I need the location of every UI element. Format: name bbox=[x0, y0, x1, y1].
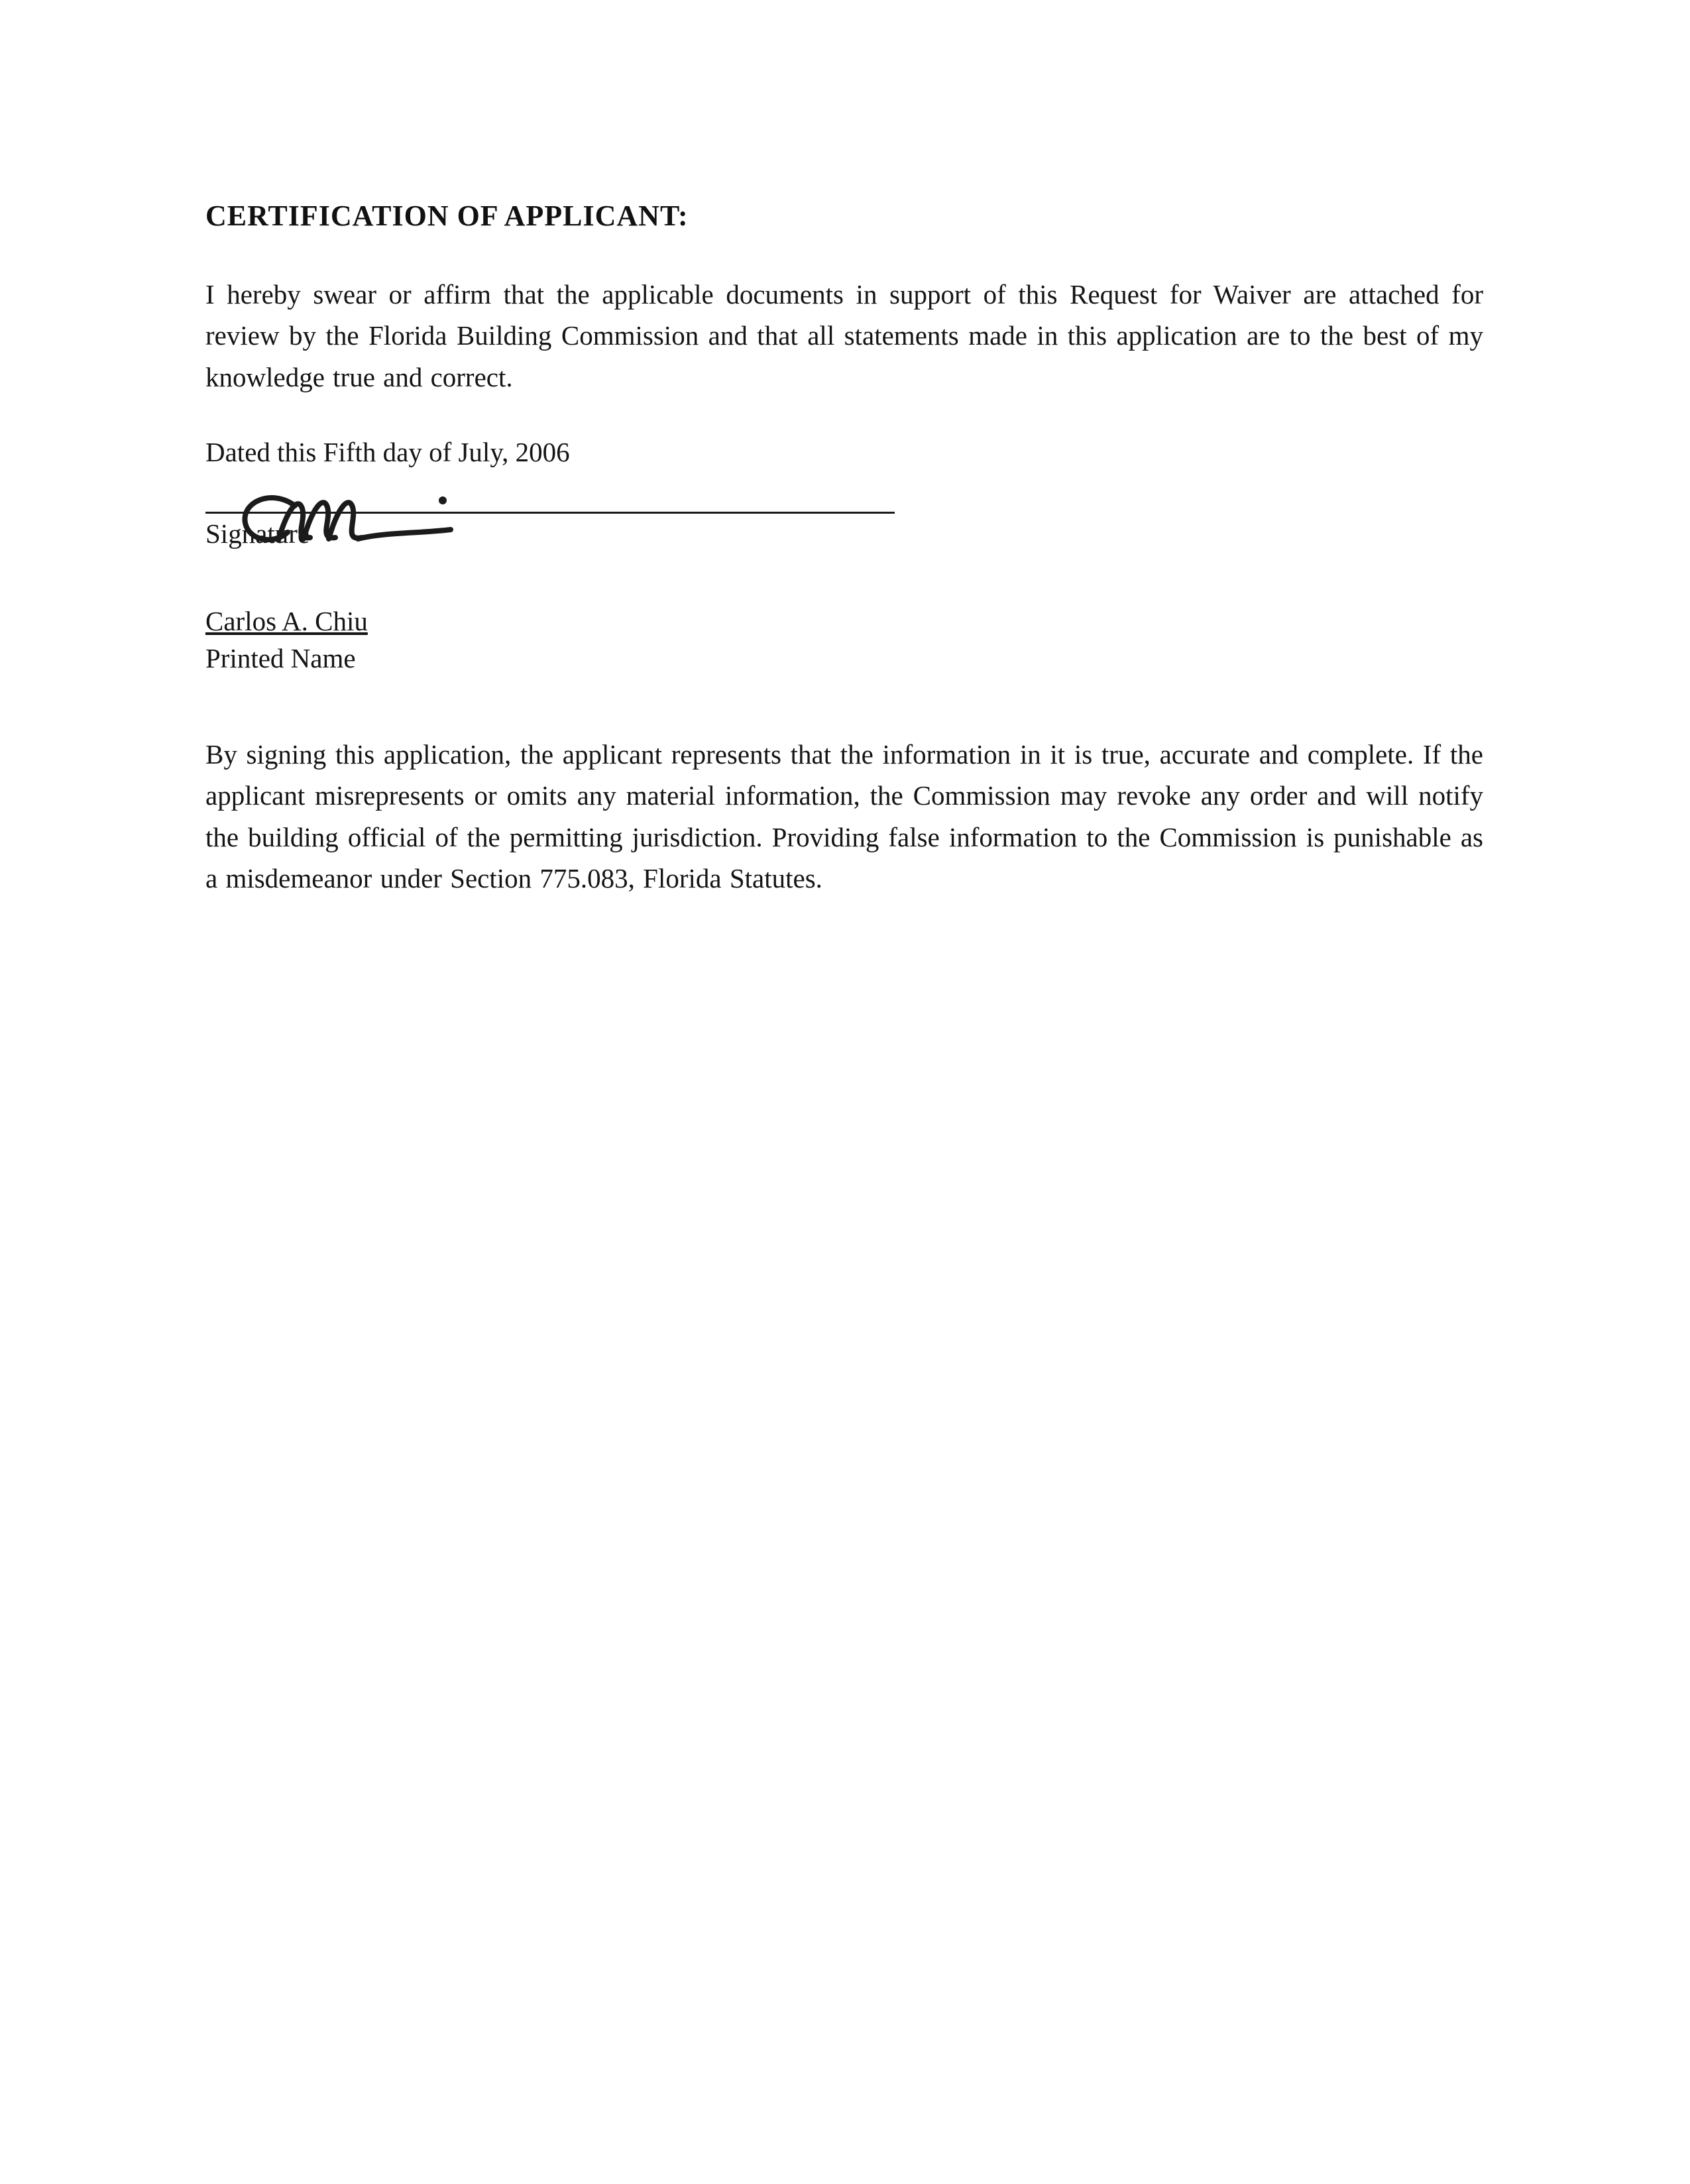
dated-line: Dated this Fifth day of July, 2006 bbox=[205, 436, 570, 467]
printed-name: Carlos A. Chiu bbox=[205, 605, 368, 636]
document-heading: CERTIFICATION OF APPLICANT: bbox=[205, 200, 689, 232]
printed-name-label: Printed Name bbox=[205, 642, 356, 673]
signature-ink-icon bbox=[232, 486, 471, 559]
signature-block bbox=[205, 512, 895, 549]
signature-label: Signature bbox=[205, 518, 310, 549]
certification-paragraph: I hereby swear or affirm that the applicable documents in support of this Request for Waiver are attached for review by the Florida Building Commission and that all statements made in this application are to the best of my knowledge true and correct. bbox=[205, 279, 1483, 392]
printed-name-block bbox=[205, 605, 1483, 674]
representation-paragraph: By signing this application, the applicant represents that the information in it is true, accurate and complete. If the applicant misrepresents or omits any material information, the Commission may revoke any order and will notify the building official of the permitting jurisdiction. Providing false information to the Commission is punishable as a misdemeanor under Section 775.083, Florida Statutes. bbox=[205, 738, 1483, 893]
